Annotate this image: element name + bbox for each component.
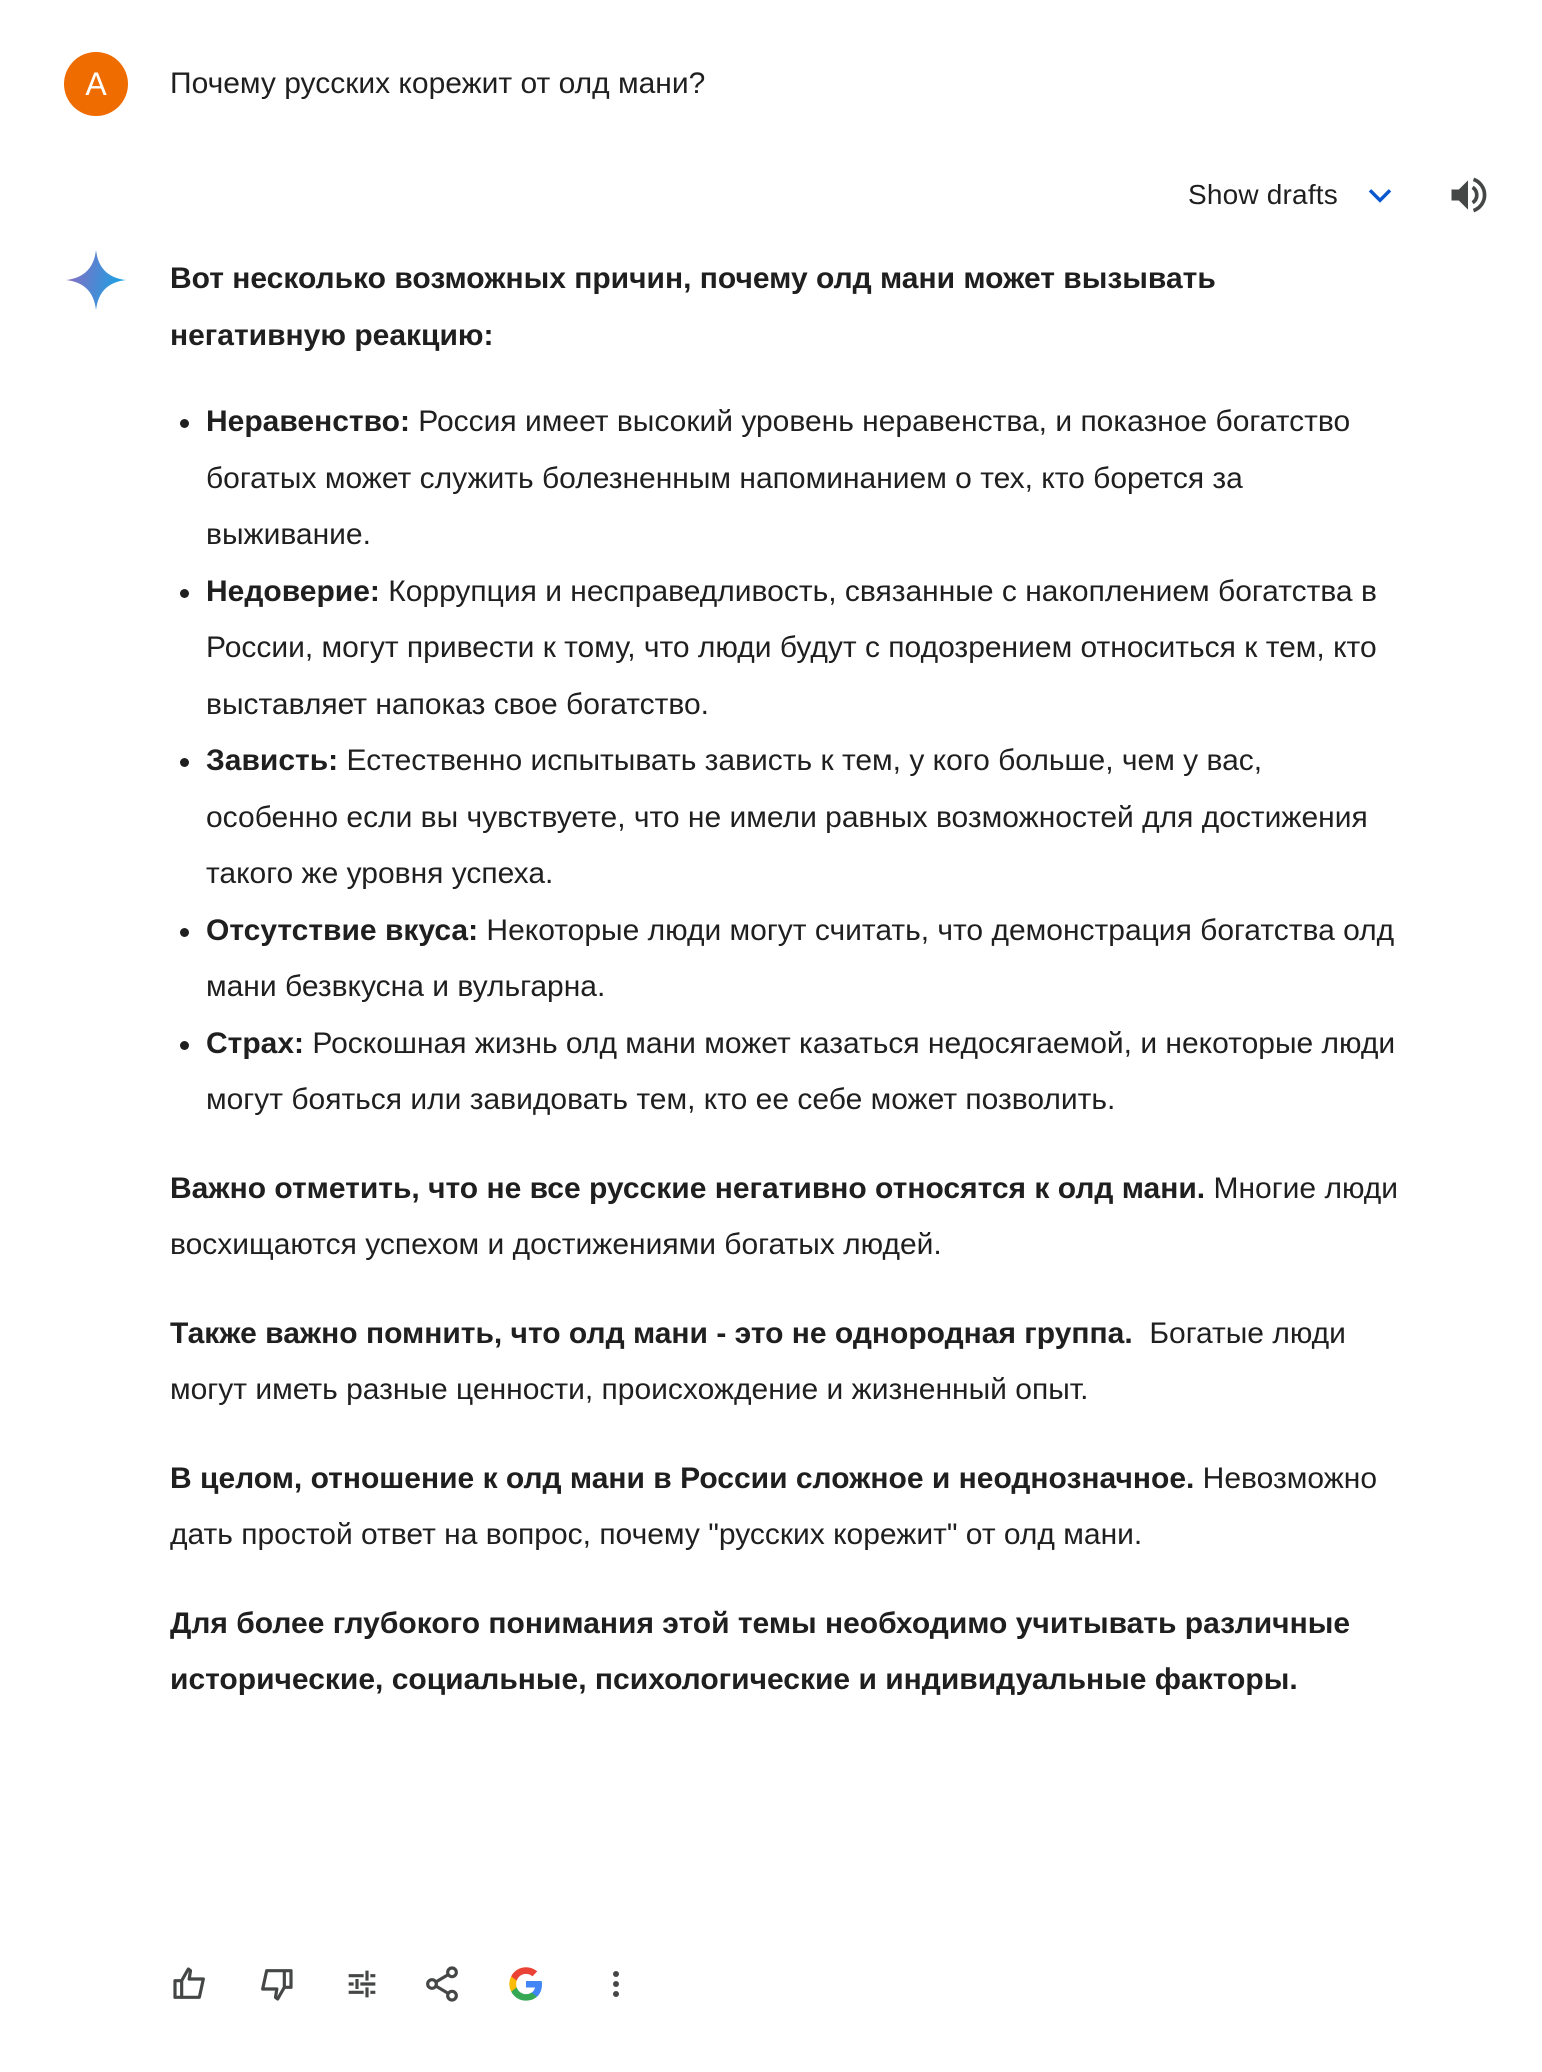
list-item: [206, 1016, 1400, 1129]
show-drafts-label: Show drafts: [1187, 179, 1338, 210]
bullet: [180, 758, 189, 767]
tune-icon: [342, 1964, 382, 2004]
reasons-list: [170, 394, 1400, 1129]
more-vert-icon: [596, 1964, 636, 2004]
bullet-title: Неравенство:: [206, 405, 410, 438]
bullet-text: Некоторые люди могут считать, что демонстрация богатства олд мани безвкусна и вульгарна.: [206, 913, 1395, 1003]
paragraph: [170, 1306, 1400, 1419]
bullet-title: Отсутствие вкуса:: [206, 913, 479, 947]
bullet-title: Зависть:: [206, 744, 339, 777]
response-actions: [168, 1958, 638, 2010]
thumbs-down-button[interactable]: [254, 1962, 298, 2006]
bullet-title: Страх:: [206, 1026, 305, 1060]
avatar-letter: A: [85, 65, 107, 102]
list-item: [206, 564, 1400, 734]
response-toolbar: [1188, 170, 1490, 220]
bullet: [180, 589, 189, 598]
paragraph: [170, 1451, 1400, 1564]
paragraph-bold: Также важно помнить, что олд мани - это не однородная группа.: [170, 1316, 1133, 1350]
user-avatar[interactable]: [64, 52, 128, 116]
user-question: Почему русских корежит от олд мани?: [170, 67, 706, 100]
bullet-text: Коррупция и несправедливость, связанные с накоплением богатства в России, могут привести к тому, что люди будут с подозрением относиться к тем, кто выставляет напоказ свое богатство.: [206, 574, 1377, 721]
bullet: [180, 928, 189, 937]
paragraph-bold: В целом, отношение к олд мани в России сложное и неоднозначное.: [170, 1461, 1195, 1495]
volume-icon[interactable]: [1446, 173, 1490, 217]
thumbs-up-button[interactable]: [168, 1962, 212, 2006]
paragraph-bold: Важно отметить, что не все русские негативно относятся к олд мани.: [170, 1171, 1206, 1205]
response-body: [170, 251, 1400, 1709]
bullet-text: Россия имеет высокий уровень неравенства, и показное богатство богатых может служить болезненным напоминанием о тех, кто борется за выживание.: [206, 405, 1351, 551]
share-icon: [422, 1964, 462, 2004]
user-prompt-row: [64, 52, 706, 116]
double-check-button[interactable]: [504, 1962, 548, 2006]
list-item: [206, 903, 1400, 1016]
bullet-text: Естественно испытывать зависть к тем, у кого больше, чем у вас, особенно если вы чувствуете, что не имели равных возможностей для достижения такого же уровня успеха.: [206, 744, 1368, 890]
show-drafts-button[interactable]: [1188, 179, 1396, 211]
modify-response-button[interactable]: [340, 1962, 384, 2006]
bullet: [180, 1041, 189, 1050]
thumbs-down-icon: [256, 1964, 296, 2004]
bullet-title: Недоверие:: [206, 574, 380, 608]
paragraph-text: Многие люди восхищаются успехом и достижениями богатых людей.: [170, 1171, 1399, 1261]
more-options-button[interactable]: [594, 1962, 638, 2006]
thumbs-up-icon: [170, 1964, 210, 2004]
paragraph: [170, 1596, 1400, 1709]
bullet: [180, 419, 189, 428]
google-icon: [506, 1964, 546, 2004]
gemini-sparkle-icon: [62, 246, 130, 314]
response-intro: Вот несколько возможных причин, почему олд мани может вызывать негативную реакцию:: [170, 262, 1216, 352]
paragraph: [170, 1161, 1400, 1274]
list-item: [206, 733, 1400, 903]
paragraph-text: Невозможно дать простой ответ на вопрос, почему "русских корежит" от олд мани.: [170, 1461, 1378, 1551]
share-button[interactable]: [420, 1962, 464, 2006]
paragraph-text: Богатые люди могут иметь разные ценности, происхождение и жизненный опыт.: [170, 1316, 1355, 1406]
paragraph-bold: Для более глубокого понимания этой темы необходимо учитывать различные исторические, социальные, психологические и индивидуальные факторы.: [170, 1606, 1351, 1696]
list-item: [206, 394, 1400, 564]
chevron-down-icon: [1364, 179, 1396, 211]
bullet-text: Роскошная жизнь олд мани может казаться недосягаемой, и некоторые люди могут бояться или завидовать тем, кто ее себе может позволить.: [206, 1026, 1396, 1116]
